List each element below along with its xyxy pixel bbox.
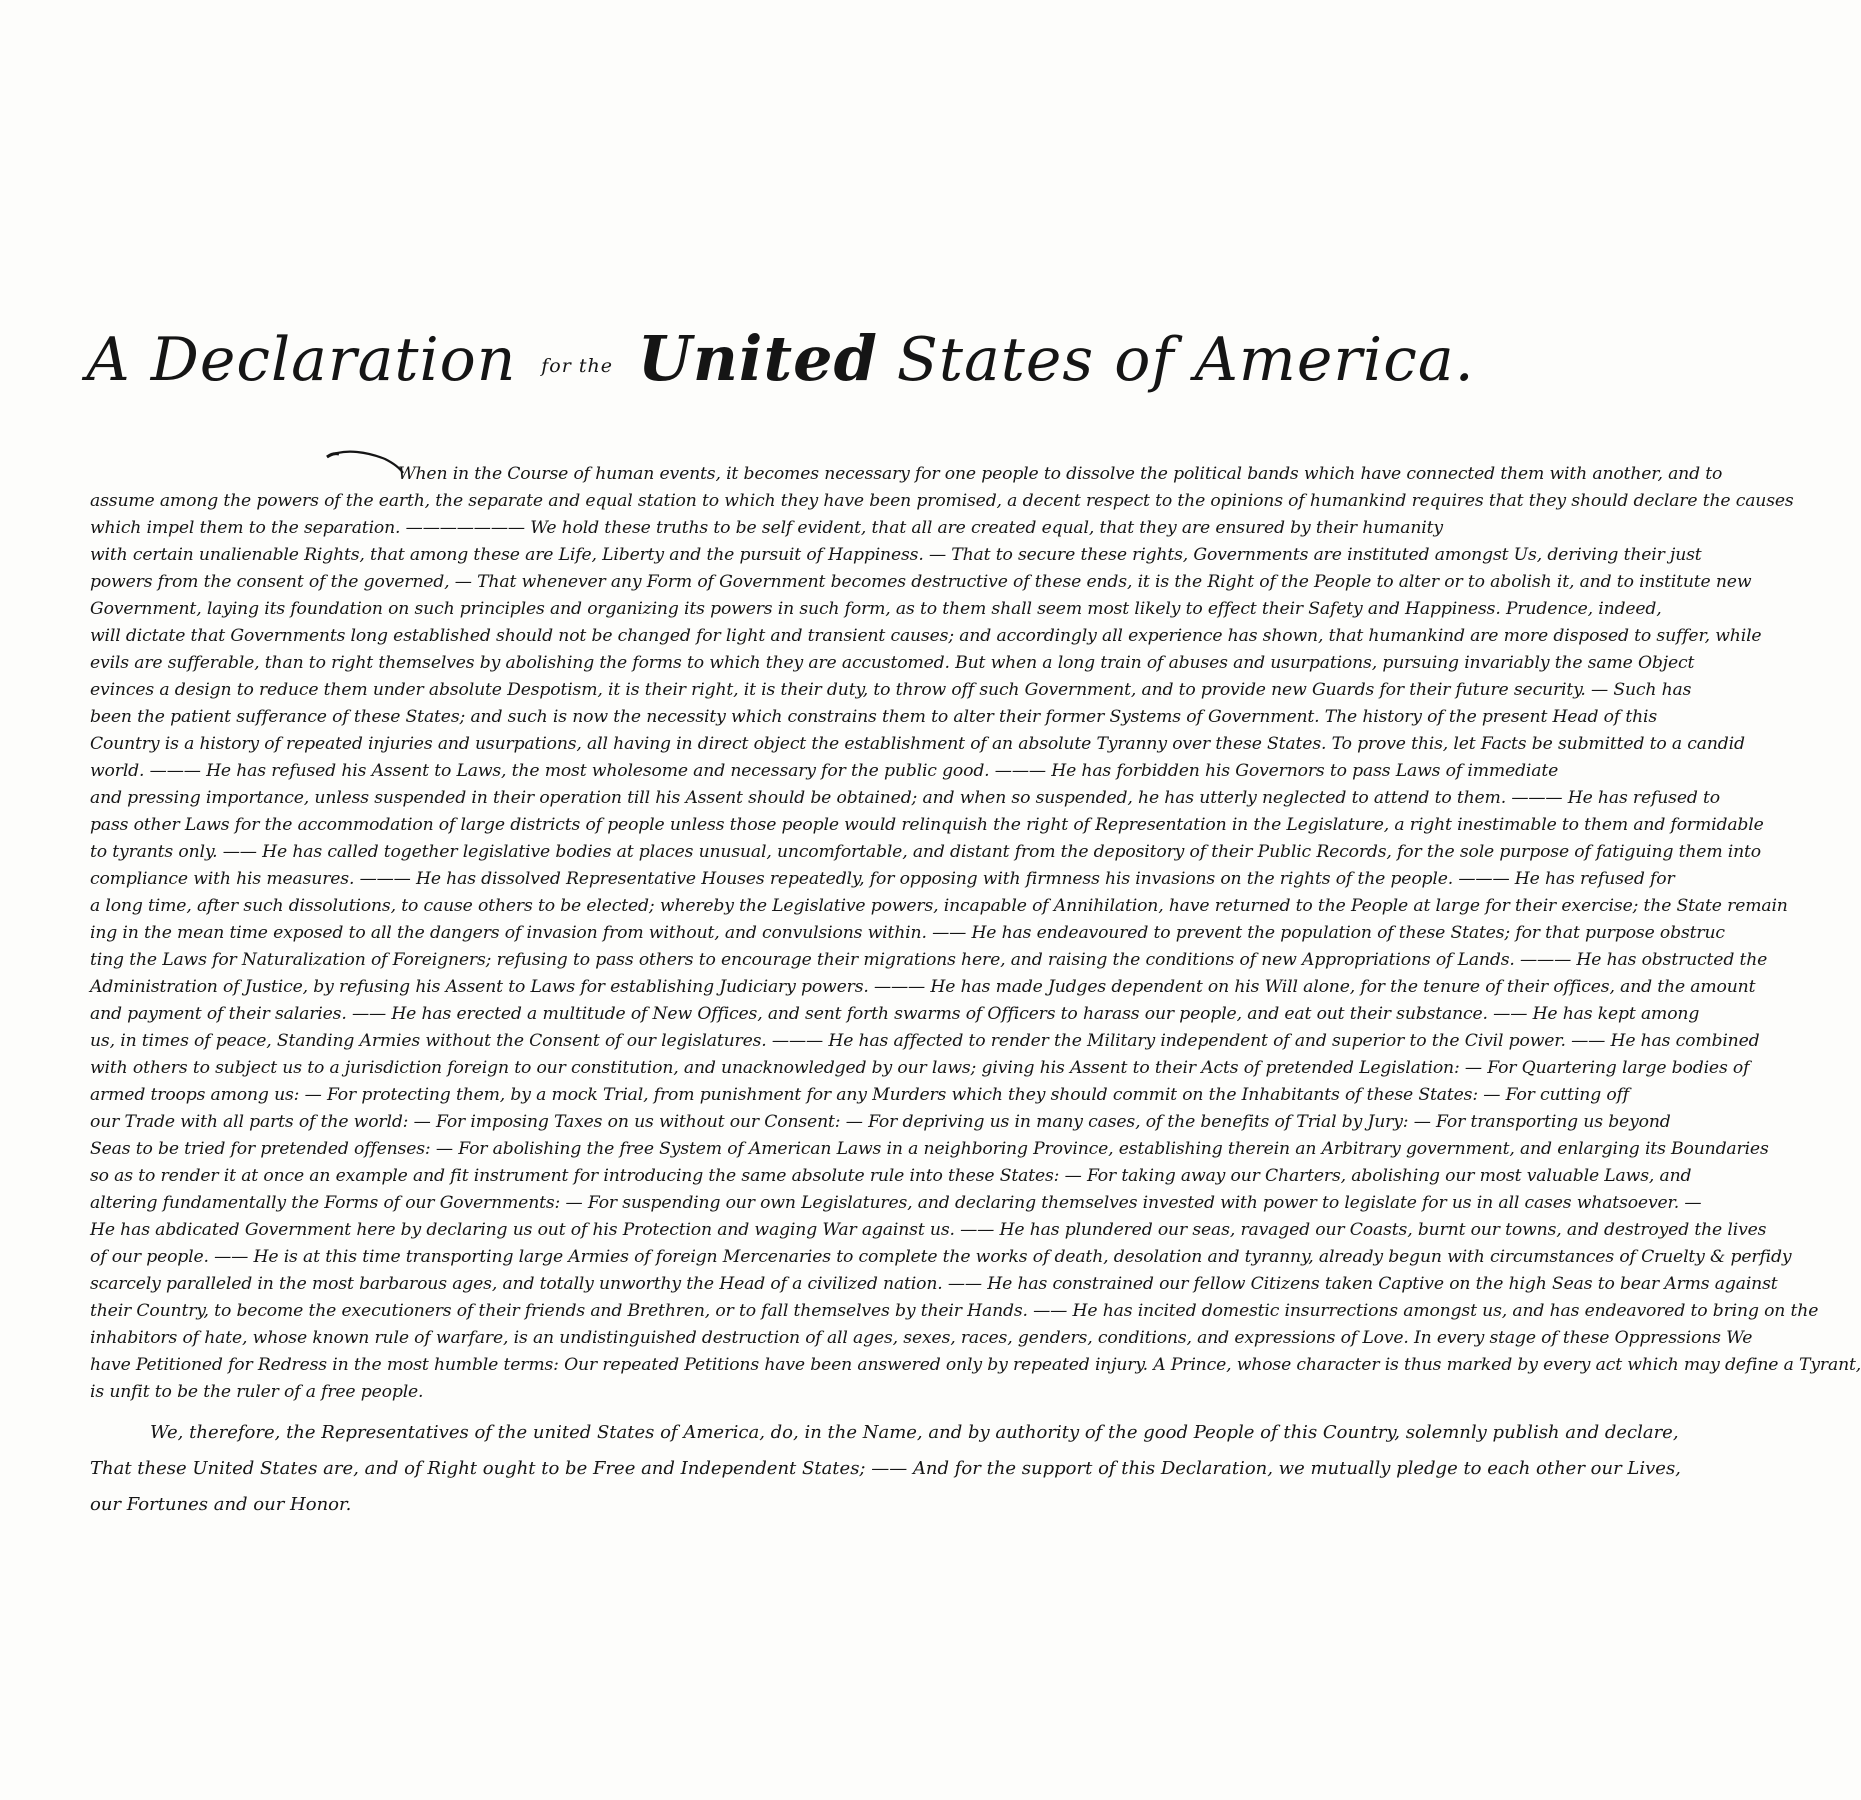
body-line: Government, laying its foundation on such principles and organizing its powers in such form, as to them shall seem most likely to effect their Safety and Happiness. Prudence, indeed,	[90, 599, 1662, 619]
body-line: and payment of their salaries. —— He has erected a multitude of New Offices, and sent forth swarms of Officers to harass our people, and eat out their substance. —— He has kept among	[90, 1004, 1700, 1024]
closing-line: That these United States are, and of Right ought to be Free and Independent States; —— And for the support of this Declaration, we mutually pledge to each other our Lives,	[90, 1458, 1681, 1479]
body-line: so as to render it at once an example and fit instrument for introducing the same absolute rule into these States: — For taking away our Charters, abolishing our most valuable Laws, and	[90, 1166, 1692, 1186]
body-line: and pressing importance, unless suspended in their operation till his Assent should be obtained; and when so suspended, he has utterly neglected to attend to them. ——— He has refused to	[90, 788, 1720, 808]
body-line: with others to subject us to a jurisdiction foreign to our constitution, and unacknowledged by our laws; giving his Assent to their Acts of pretended Legislation: — For Quartering large bodies of	[90, 1058, 1750, 1078]
closing-line: We, therefore, the Representatives of the united States of America, do, in the Name, and by authority of the good People of this Country, solemnly publish and declare,	[150, 1422, 1679, 1443]
body-line: evinces a design to reduce them under absolute Despotism, it is their right, it is their duty, to throw off such Government, and to provide new Guards for their future security. — Such has	[90, 680, 1692, 700]
body-line: will dictate that Governments long established should not be changed for light and transient causes; and accordingly all experience has shown, that humankind are more disposed to suffer, while	[90, 626, 1762, 646]
body-line: us, in times of peace, Standing Armies without the Consent of our legislatures. ——— He has affected to render the Military independent of and superior to the Civil power. —— He has combined	[90, 1031, 1760, 1051]
body-line: armed troops among us: — For protecting them, by a mock Trial, from punishment for any Murders which they should commit on the Inhabitants of these States: — For cutting off	[90, 1085, 1629, 1105]
body-line: a long time, after such dissolutions, to cause others to be elected; whereby the Legislative powers, incapable of Annihilation, have returned to the People at large for their exercise; the State remain	[90, 896, 1788, 916]
body-line: their Country, to become the executioners of their friends and Brethren, or to fall themselves by their Hands. —— He has incited domestic insurrections amongst us, and has endeavored to bring on the	[90, 1301, 1819, 1321]
body-line: our Trade with all parts of the world: — For imposing Taxes on us without our Consent: — For depriving us in many cases, of the benefits of Trial by Jury: — For transporting us beyond	[90, 1112, 1671, 1132]
document-title	[0, 322, 1561, 395]
body-line: altering fundamentally the Forms of our Governments: — For suspending our own Legislatures, and declaring themselves invested with power to legislate for us in all cases whatsoever. —	[90, 1193, 1702, 1213]
body-line: powers from the consent of the governed, — That whenever any Form of Government becomes destructive of these ends, it is the Right of the People to alter or to abolish it, and to institute new	[90, 572, 1752, 592]
body-line: When in the Course of human events, it becomes necessary for one people to dissolve the political bands which have connected them with another, and to	[398, 464, 1723, 484]
body-line: which impel them to the separation. ——————— We hold these truths to be self evident, that all are created equal, that they are ensured by their humanity	[90, 518, 1443, 538]
body-line: pass other Laws for the accommodation of large districts of people unless those people would relinquish the right of Representation in the Legislature, a right inestimable to them and formidable	[90, 815, 1764, 835]
body-line: ing in the mean time exposed to all the dangers of invasion from without, and convulsions within. —— He has endeavoured to prevent the population of these States; for that purpose obstruc	[90, 923, 1725, 943]
title-part-states-of-america: States of America.	[896, 325, 1475, 395]
body-line: inhabitors of hate, whose known rule of warfare, is an undistinguished destruction of all ages, sexes, races, genders, conditions, and expressions of Love. In every stage of these Oppressions We	[90, 1328, 1753, 1348]
title-part-for-the: for the	[541, 354, 613, 377]
body-line: assume among the powers of the earth, the separate and equal station to which they have been promised, a decent respect to the opinions of humankind requires that they should declare the causes	[90, 491, 1794, 511]
closing-line: our Fortunes and our Honor.	[90, 1494, 352, 1515]
body-line: Administration of Justice, by refusing his Assent to Laws for establishing Judiciary powers. ——— He has made Judges dependent on his Will alone, for the tenure of their offices, and the amount	[90, 977, 1756, 997]
body-line: is unfit to be the ruler of a free people.	[90, 1382, 424, 1402]
body-line: Country is a history of repeated injuries and usurpations, all having in direct object the establishment of an absolute Tyranny over these States. To prove this, let Facts be submitted to a candid	[90, 734, 1745, 754]
title-part-declaration: A Declaration	[86, 325, 517, 395]
opening-flourish-icon	[325, 445, 405, 475]
body-line: world. ——— He has refused his Assent to Laws, the most wholesome and necessary for the public good. ——— He has forbidden his Governors to pass Laws of immediate	[90, 761, 1559, 781]
body-line: been the patient sufferance of these States; and such is now the necessity which constrains them to alter their former Systems of Government. The history of the present Head of this	[90, 707, 1658, 727]
body-line: to tyrants only. —— He has called together legislative bodies at places unusual, uncomfortable, and distant from the depository of their Public Records, for the sole purpose of fatiguing them into	[90, 842, 1761, 862]
body-line: compliance with his measures. ——— He has dissolved Representative Houses repeatedly, for opposing with firmness his invasions on the rights of the people. ——— He has refused for	[90, 869, 1675, 889]
body-line: He has abdicated Government here by declaring us out of his Protection and waging War against us. —— He has plundered our seas, ravaged our Coasts, burnt our towns, and destroyed the lives	[90, 1220, 1767, 1240]
body-line: of our people. —— He is at this time transporting large Armies of foreign Mercenaries to complete the works of death, desolation and tyranny, already begun with circumstances of Cruelty & perfidy	[90, 1247, 1792, 1267]
body-line: scarcely paralleled in the most barbarous ages, and totally unworthy the Head of a civilized nation. —— He has constrained our fellow Citizens taken Captive on the high Seas to bear Arms against	[90, 1274, 1778, 1294]
body-line: with certain unalienable Rights, that among these are Life, Liberty and the pursuit of Happiness. — That to secure these rights, Governments are instituted amongst Us, deriving their just	[90, 545, 1702, 565]
body-line: have Petitioned for Redress in the most humble terms: Our repeated Petitions have been answered only by repeated injury. A Prince, whose character is thus marked by every act which may define a Tyrant,	[90, 1355, 1861, 1375]
body-line: Seas to be tried for pretended offenses: — For abolishing the free System of American Laws in a neighboring Province, establishing therein an Arbitrary government, and enlarging its Boundaries	[90, 1139, 1769, 1159]
body-line: evils are sufferable, than to right themselves by abolishing the forms to which they are accustomed. But when a long train of abuses and usurpations, pursuing invariably the same Object	[90, 653, 1695, 673]
title-part-united: United	[637, 322, 878, 395]
body-line: ting the Laws for Naturalization of Foreigners; refusing to pass others to encourage their migrations here, and raising the conditions of new Appropriations of Lands. ——— He has obstructed the	[90, 950, 1768, 970]
